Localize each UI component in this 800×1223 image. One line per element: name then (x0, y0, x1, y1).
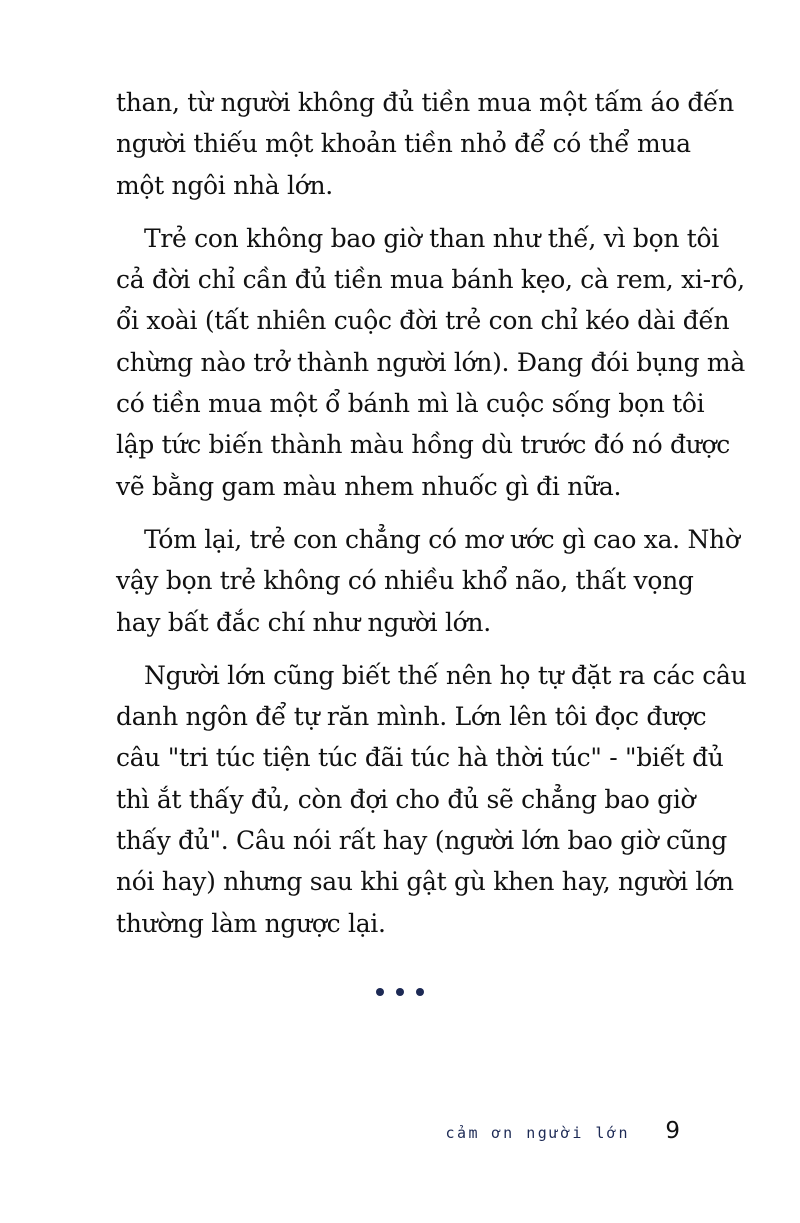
text-line: vậy bọn trẻ không có nhiều khổ não, thất vọng (116, 566, 694, 596)
text-line: Người lớn cũng biết thế nên họ tự đặt ra các câu (144, 660, 747, 690)
text-line: thì ắt thấy đủ, còn đợi cho đủ sẽ chẳng bao giờ (116, 784, 696, 814)
text-line: lập tức biến thành màu hồng dù trước đó nó được (116, 430, 730, 460)
text-line: có tiền mua một ổ bánh mì là cuộc sống bọn tôi (116, 389, 705, 419)
text-line: một ngôi nhà lớn. (116, 170, 333, 200)
paragraph (116, 82, 734, 206)
text-line: người thiếu một khoản tiền nhỏ để có thể mua (116, 129, 691, 159)
separator-dot (376, 988, 384, 996)
text-line: ổi xoài (tất nhiên cuộc đời trẻ con chỉ kéo dài đến (116, 306, 730, 336)
text-line: hay bất đắc chí như người lớn. (116, 607, 491, 637)
body-text (116, 82, 747, 956)
section-separator (0, 988, 800, 996)
text-line: Tóm lại, trẻ con chẳng có mơ ước gì cao xa. Nhờ (144, 524, 740, 554)
page-number: 9 (665, 1118, 680, 1144)
paragraph (116, 519, 740, 643)
paragraph (116, 655, 747, 944)
text-line: thường làm ngược lại. (116, 908, 386, 938)
text-line: Trẻ con không bao giờ than như thế, vì bọn tôi (144, 223, 719, 253)
text-line: cả đời chỉ cần đủ tiền mua bánh kẹo, cà rem, xi-rô, (116, 265, 745, 295)
separator-dot (416, 988, 424, 996)
text-line: than, từ người không đủ tiền mua một tấm áo đến (116, 88, 734, 117)
text-line: thấy đủ". Câu nói rất hay (người lớn bao giờ cũng (116, 826, 728, 856)
text-line: danh ngôn để tự răn mình. Lớn lên tôi đọc được (116, 702, 707, 732)
text-line: nói hay) nhưng sau khi gật gù khen hay, người lớn (116, 867, 734, 897)
text-line: chừng nào trở thành người lớn). Đang đói bụng mà (116, 347, 745, 377)
text-line: vẽ bằng gam màu nhem nhuốc gì đi nữa. (116, 471, 622, 501)
paragraph (116, 218, 745, 507)
page-footer (0, 1118, 800, 1148)
running-title: cảm ơn người lớn (445, 1124, 630, 1142)
text-line: câu "tri túc tiện túc đãi túc hà thời túc" - "biết đủ (116, 743, 724, 773)
separator-dot (396, 988, 404, 996)
